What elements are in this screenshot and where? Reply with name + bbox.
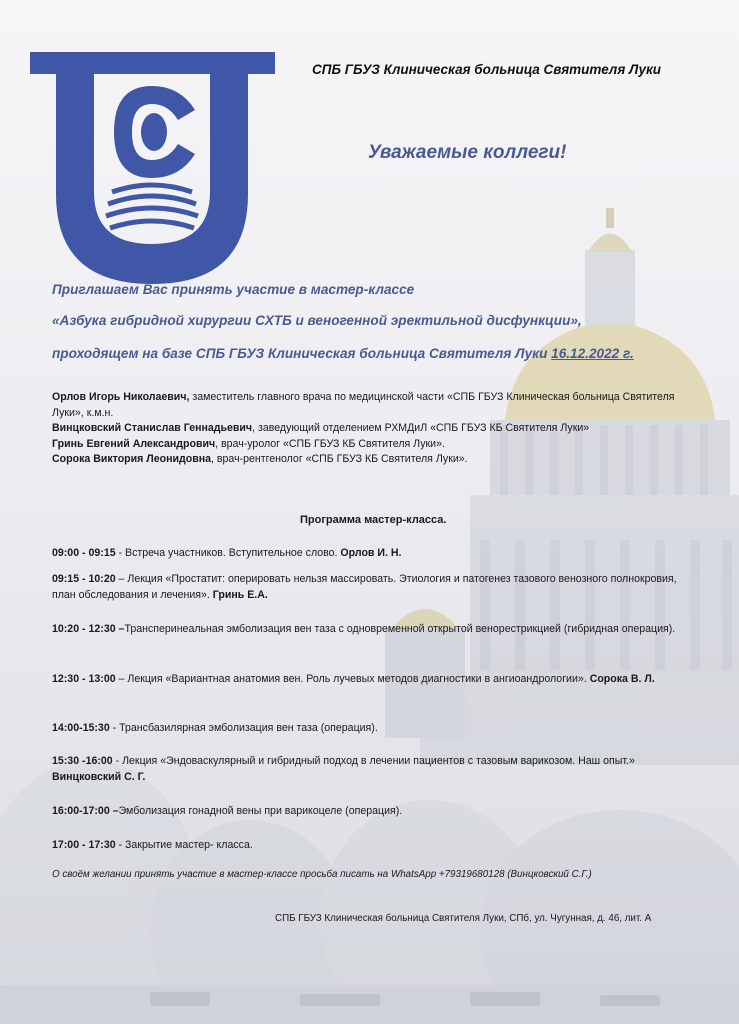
hospital-logo: [30, 52, 275, 284]
hospital-header: СПБ ГБУЗ Клиническая больница Святителя Луки: [312, 62, 662, 77]
program-text: Эмболизация гонадной вены при варикоцеле (операция).: [118, 805, 403, 817]
program-text: - Трансбазилярная эмболизация вен таза (операция).: [109, 722, 378, 734]
speaker-role: , врач-рентгенолог «СПБ ГБУЗ КБ Святителя Луки».: [211, 453, 468, 465]
program-time: 16:00-17:00 –: [52, 805, 119, 817]
program-text: – Лекция «Вариантная анатомия вен. Роль лучевых методов диагностики в ангиоандрологии».: [115, 673, 590, 685]
speaker-role: , врач-уролог «СПБ ГБУЗ КБ Святителя Луки».: [215, 437, 445, 450]
program-speaker: Сорока В. Л.: [589, 673, 655, 685]
program-time: 12:30 - 13:00: [52, 673, 116, 685]
program-time: 15:30 -16:00: [52, 755, 113, 767]
program-item: [52, 545, 702, 561]
program-item: [52, 753, 702, 785]
speaker-item: [52, 452, 682, 468]
speaker-name: Винцковский Станислав Геннадьевич: [52, 422, 253, 434]
program-item: [52, 621, 702, 637]
program-text: - Закрытие мастер- класса.: [115, 839, 253, 851]
event-date: 16.12.2022 г.: [551, 346, 634, 361]
program-item: [52, 671, 702, 687]
program-item: [52, 837, 702, 853]
footer-address: СПБ ГБУЗ Клиническая больница Святителя Луки, СПб, ул. Чугунная, д. 46, лит. А: [275, 913, 652, 924]
program-text: – Лекция «Простатит: оперировать нельзя массировать. Этиология и патогенез тазового венозного полнокровия, план обследования и лечения».: [52, 573, 677, 601]
program-item: [52, 571, 702, 603]
speaker-name: Гринь Евгений Александрович: [52, 437, 216, 450]
program-speaker: Орлов И. Н.: [340, 547, 402, 559]
program-item: [52, 720, 702, 736]
program-item: [52, 803, 702, 819]
program-time: 17:00 - 17:30: [52, 839, 116, 851]
program-time: 10:20 - 12:30 –: [52, 623, 125, 635]
program-speaker: Винцковский С. Г.: [52, 771, 146, 783]
speaker-name: Сорока Виктория Леонидовна: [52, 453, 211, 465]
contact-note: О своём желании принять участие в мастер-классе просьба писать на WhatsApp +79319680128 (Винцковский С.Г.): [52, 869, 592, 880]
speaker-item: [52, 421, 682, 437]
greeting: Уважаемые коллеги!: [368, 142, 567, 163]
program-text: Трансперинеальная эмболизация вен таза с одновременной открытой венорестрикцией (гибридная операция).: [124, 623, 676, 635]
invitation-line-1: Приглашаем Вас принять участие в мастер-классе: [52, 282, 415, 297]
speaker-role: , заведующий отделением РХМДиЛ «СПБ ГБУЗ КБ Святителя Луки»: [252, 422, 590, 434]
speaker-item: [52, 437, 682, 453]
program-time: 09:15 - 10:20: [52, 573, 116, 585]
program-title: Программа мастер-класса.: [300, 514, 447, 526]
speaker-item: [52, 390, 682, 421]
program-text: - Встреча участников. Вступительное слово.: [115, 547, 341, 559]
program-text: - Лекция «Эндоваскулярный и гибридный подход в лечении пациентов с тазовым варикозом. Наш опыт.»: [112, 755, 635, 767]
program-time: 14:00-15:30: [52, 722, 110, 734]
speakers-list: [52, 390, 682, 468]
invitation-line-3: [52, 346, 732, 361]
program-speaker: Гринь Е.А.: [212, 589, 268, 601]
invitation-line-3-text: проходящем на базе СПБ ГБУЗ Клиническая больница Святителя Луки: [52, 346, 552, 361]
invitation-line-2: «Азбука гибридной хирургии СХТБ и веногенной эректильной дисфункции»,: [52, 313, 582, 328]
speaker-name: Орлов Игорь Николаевич,: [52, 391, 190, 403]
speaker-role: заместитель главного врача по медицинской части «СПБ ГБУЗ Клиническая больница Святителя Луки», к.м.н.: [52, 391, 675, 419]
program-time: 09:00 - 09:15: [52, 547, 116, 559]
